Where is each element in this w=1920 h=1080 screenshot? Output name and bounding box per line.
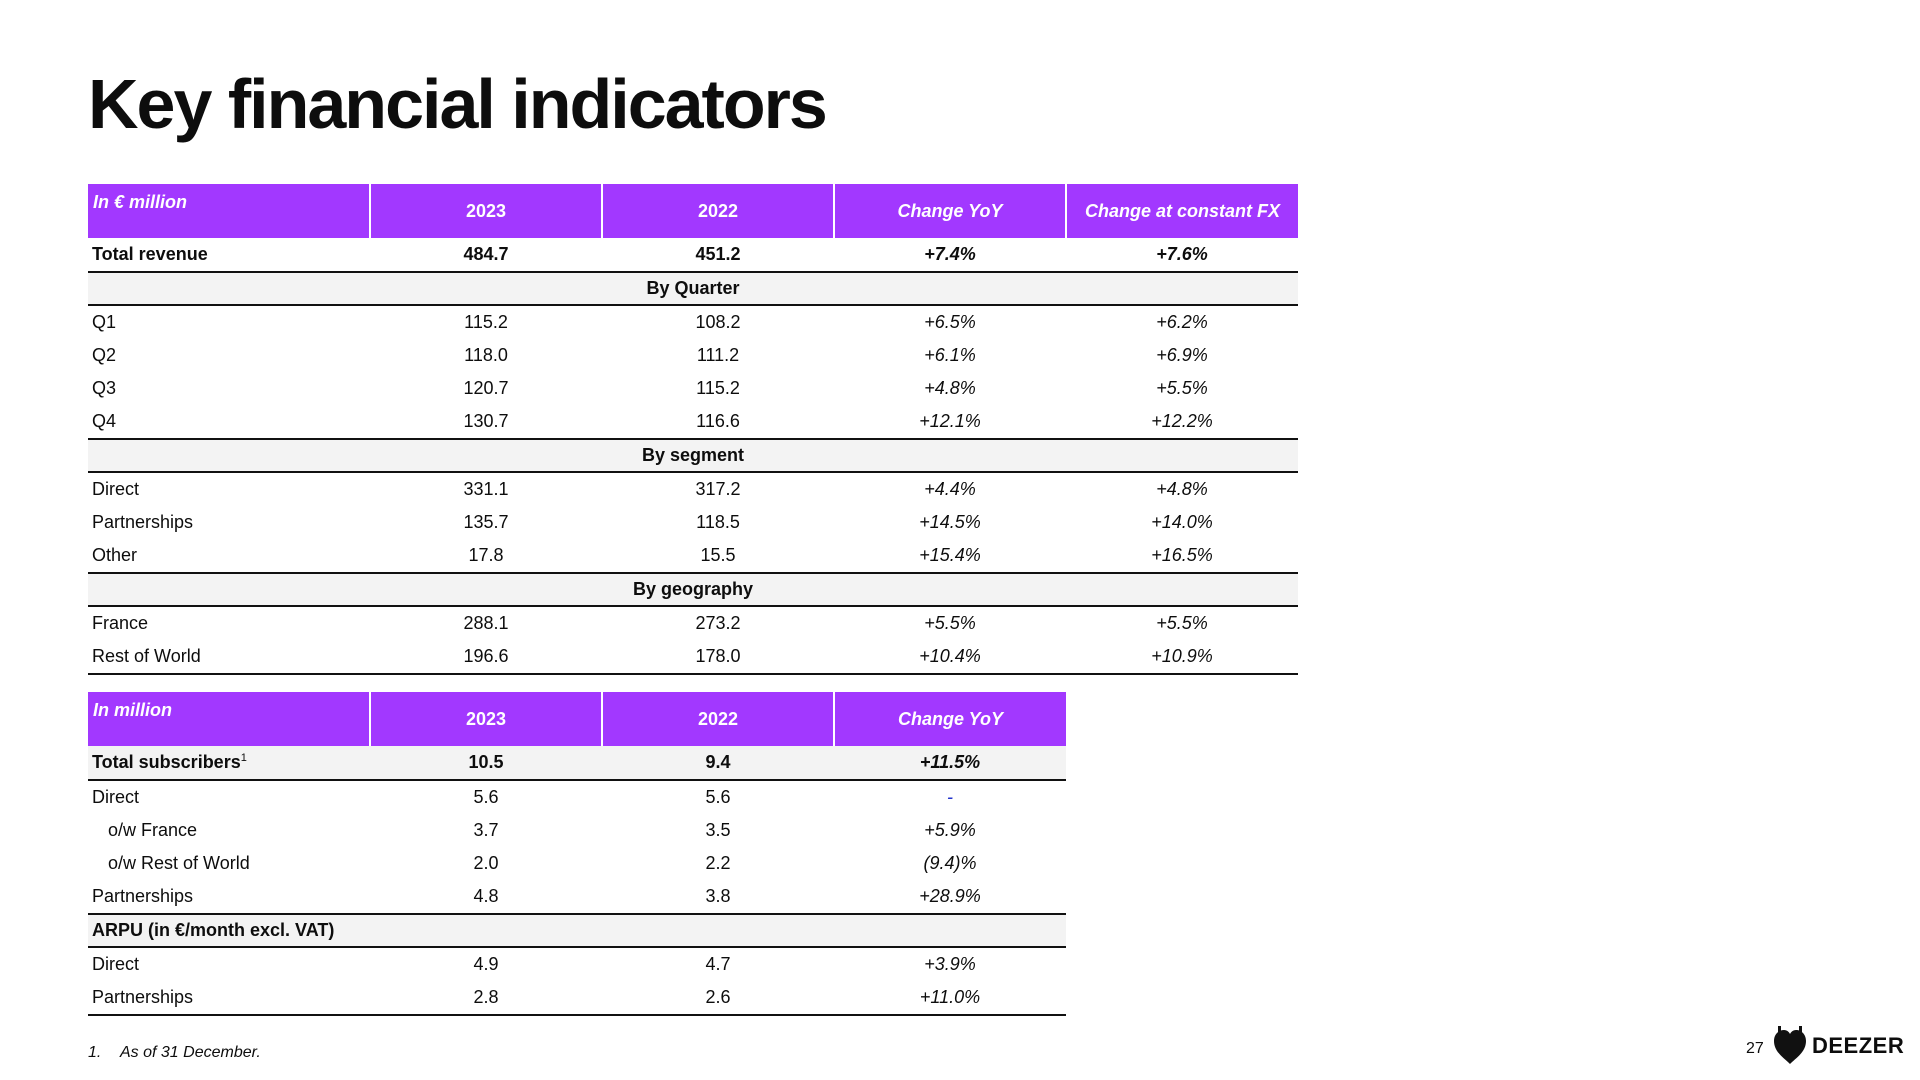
cell-change-yoy: +15.4% xyxy=(834,539,1066,573)
cell-change-fx: +5.5% xyxy=(1156,378,1208,398)
table-row xyxy=(88,405,1298,439)
cell-2022: 115.2 xyxy=(696,378,740,398)
table-row xyxy=(88,372,1298,405)
row-label: Rest of World xyxy=(88,640,370,674)
subscribers-header-row xyxy=(88,692,1066,746)
total-revenue-row xyxy=(88,238,1298,272)
page-title: Key financial indicators xyxy=(88,65,826,143)
row-label xyxy=(88,746,370,780)
cell-2023: 3.7 xyxy=(473,820,499,840)
row-label: Direct xyxy=(92,787,140,807)
cell-2022: 317.2 xyxy=(695,479,741,499)
section-title: By segment xyxy=(88,439,1298,472)
table-row xyxy=(88,305,1298,339)
cell-2022: 118.5 xyxy=(696,512,740,532)
cell-change-yoy: - xyxy=(947,787,953,807)
cell-2022: 3.8 xyxy=(602,880,834,914)
header-unit: In million xyxy=(88,692,370,746)
row-label: o/w Rest of World xyxy=(108,853,250,873)
cell-2022: 2.2 xyxy=(705,853,731,873)
table-row xyxy=(88,947,1066,981)
footnote-text: As of 31 December. xyxy=(120,1044,261,1061)
cell-change-fx: +6.2% xyxy=(1156,312,1208,332)
cell-change-yoy: +5.9% xyxy=(924,820,976,840)
cell-change-yoy: +10.4% xyxy=(834,640,1066,674)
row-label: Direct xyxy=(92,954,140,974)
table-row xyxy=(88,981,1066,1015)
cell-2022: 273.2 xyxy=(695,613,741,633)
section-header-geography xyxy=(88,573,1298,606)
cell-change-fx: +14.0% xyxy=(1151,512,1213,532)
cell-2023: 135.7 xyxy=(463,512,509,532)
cell-2023: 118.0 xyxy=(464,345,508,365)
cell-2023: 17.8 xyxy=(370,539,602,573)
cell-2023: 4.9 xyxy=(473,954,499,974)
total-subscribers-row xyxy=(88,746,1066,780)
cell-2023: 196.6 xyxy=(370,640,602,674)
cell-change-fx: +16.5% xyxy=(1066,539,1298,573)
table-row xyxy=(88,472,1298,506)
cell-2023: 4.8 xyxy=(370,880,602,914)
footnote xyxy=(88,1044,261,1062)
cell-change-yoy: +7.4% xyxy=(834,238,1066,272)
cell-change-yoy: +28.9% xyxy=(834,880,1066,914)
cell-2022: 4.7 xyxy=(705,954,731,974)
page-number: 27 xyxy=(1746,1040,1764,1057)
table-row xyxy=(88,847,1066,880)
cell-2023: 5.6 xyxy=(473,787,499,807)
table-row xyxy=(88,640,1298,674)
cell-2023: 130.7 xyxy=(370,405,602,439)
table-row xyxy=(88,539,1298,573)
header-change-yoy: Change YoY xyxy=(834,184,1066,238)
row-label: France xyxy=(92,613,149,633)
table-row xyxy=(88,780,1066,814)
header-year-2023: 2023 xyxy=(370,692,602,746)
table-row xyxy=(88,339,1298,372)
section-header-arpu xyxy=(88,914,1066,947)
section-title: ARPU (in €/month excl. VAT) xyxy=(88,914,1066,947)
cell-2023: 115.2 xyxy=(464,312,508,332)
table-row xyxy=(88,506,1298,539)
table-row xyxy=(88,814,1066,847)
cell-2022: 3.5 xyxy=(705,820,731,840)
cell-2023: 2.8 xyxy=(370,981,602,1015)
section-title: By geography xyxy=(88,573,1298,606)
header-unit: In € million xyxy=(88,184,370,238)
row-label: Total revenue xyxy=(88,238,370,272)
deezer-logo xyxy=(1772,1026,1904,1066)
cell-2023: 288.1 xyxy=(463,613,509,633)
cell-2023: 120.7 xyxy=(463,378,509,398)
section-title: By Quarter xyxy=(88,272,1298,305)
cell-change-yoy: +4.4% xyxy=(924,479,976,499)
cell-2022: 451.2 xyxy=(602,238,834,272)
cell-2023: 10.5 xyxy=(370,746,602,780)
cell-change-fx: +12.2% xyxy=(1066,405,1298,439)
row-label: o/w France xyxy=(108,820,198,840)
row-label: Q1 xyxy=(92,312,117,332)
header-year-2022: 2022 xyxy=(602,692,834,746)
revenue-header-row xyxy=(88,184,1298,238)
cell-2022: 116.6 xyxy=(602,405,834,439)
row-label: Partnerships xyxy=(92,512,194,532)
cell-change-yoy: +11.5% xyxy=(834,746,1066,780)
cell-change-yoy: +12.1% xyxy=(834,405,1066,439)
table-row xyxy=(88,880,1066,914)
cell-2022: 178.0 xyxy=(602,640,834,674)
cell-change-fx: +6.9% xyxy=(1156,345,1208,365)
row-label: Direct xyxy=(92,479,140,499)
cell-2022: 2.6 xyxy=(602,981,834,1015)
cell-2022: 5.6 xyxy=(705,787,731,807)
cell-2022: 9.4 xyxy=(602,746,834,780)
row-label: Partnerships xyxy=(88,880,370,914)
footnote-marker: 1 xyxy=(240,752,247,764)
cell-change-yoy: (9.4)% xyxy=(923,853,977,873)
cell-change-yoy: +6.5% xyxy=(924,312,976,332)
row-label: Q3 xyxy=(92,378,117,398)
row-label: Partnerships xyxy=(88,981,370,1015)
logo-wordmark: DEEZER xyxy=(1812,1033,1905,1058)
cell-2022: 15.5 xyxy=(602,539,834,573)
cell-change-fx: +4.8% xyxy=(1156,479,1208,499)
section-header-segment xyxy=(88,439,1298,472)
cell-change-yoy: +11.0% xyxy=(834,981,1066,1015)
cell-change-yoy: +4.8% xyxy=(924,378,976,398)
cell-2022: 108.2 xyxy=(695,312,741,332)
cell-2022: 111.2 xyxy=(696,345,740,365)
row-label: Q4 xyxy=(88,405,370,439)
table-row xyxy=(88,606,1298,640)
header-year-2022: 2022 xyxy=(602,184,834,238)
cell-change-yoy: +14.5% xyxy=(919,512,981,532)
footnote-number: 1. xyxy=(88,1044,102,1061)
header-year-2023: 2023 xyxy=(370,184,602,238)
cell-change-fx: +7.6% xyxy=(1066,238,1298,272)
row-label: Other xyxy=(88,539,370,573)
revenue-table xyxy=(88,184,1298,675)
subscribers-table xyxy=(88,692,1066,1016)
row-label: Q2 xyxy=(92,345,117,365)
cell-2023: 2.0 xyxy=(473,853,499,873)
deezer-heart-icon xyxy=(1772,1026,1808,1066)
cell-change-yoy: +3.9% xyxy=(924,954,976,974)
header-change-constant-fx: Change at constant FX xyxy=(1066,184,1298,238)
cell-change-yoy: +5.5% xyxy=(924,613,976,633)
section-header-quarter xyxy=(88,272,1298,305)
cell-change-fx: +5.5% xyxy=(1156,613,1208,633)
cell-2023: 331.1 xyxy=(463,479,509,499)
total-subscribers-label: Total subscribers xyxy=(92,752,241,772)
header-change-yoy: Change YoY xyxy=(834,692,1066,746)
cell-change-yoy: +6.1% xyxy=(924,345,976,365)
cell-2023: 484.7 xyxy=(370,238,602,272)
cell-change-fx: +10.9% xyxy=(1066,640,1298,674)
